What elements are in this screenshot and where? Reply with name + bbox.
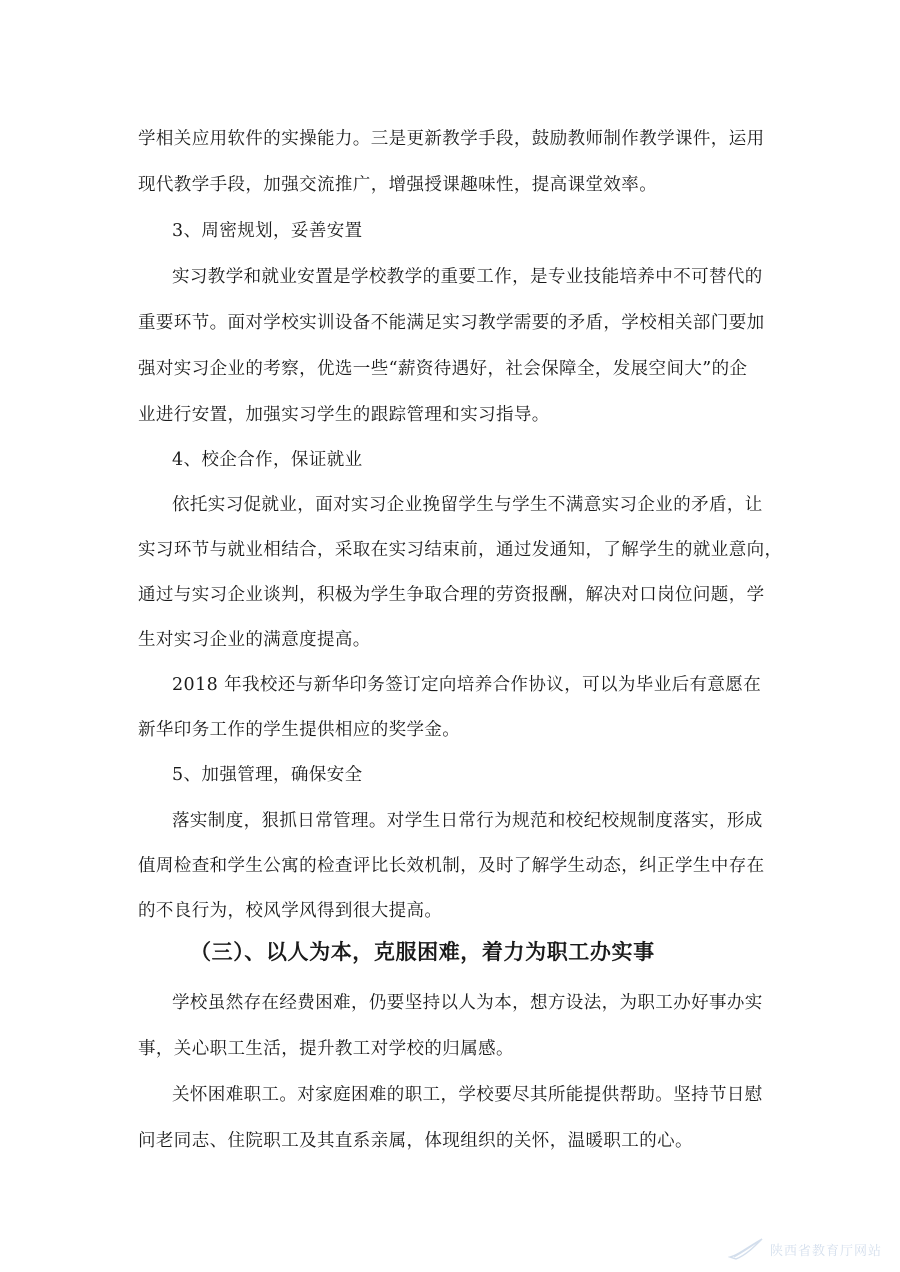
body-text-line: 新华印务工作的学生提供相应的奖学金。 [138,720,461,740]
subheading-5: 5、加强管理，确保安全 [172,765,363,785]
body-text-line: 2018 年我校还与新华印务签订定向培养合作协议，可以为毕业后有意愿在 [172,675,762,695]
body-text-line: 学校虽然存在经费困难，仍要坚持以人为本，想方设法，为职工办好事办实 [172,993,763,1013]
subheading-3: 3、周密规划，妥善安置 [172,221,363,241]
body-text-line: 通过与实习企业谈判，积极为学生争取合理的劳资报酬，解决对口岗位问题，学 [138,585,765,605]
body-text-line: 事，关心职工生活，提升教工对学校的归属感。 [138,1039,514,1059]
body-text-line: 依托实习促就业，面对实习企业挽留学生与学生不满意实习企业的矛盾，让 [172,495,763,515]
body-text-line: 业进行安置，加强实习学生的跟踪管理和实习指导。 [138,405,550,425]
body-text-line: 的不良行为，校风学风得到很大提高。 [138,901,443,921]
body-text-line: 强对实习企业的考察，优选一些“薪资待遇好，社会保障全，发展空间大”的企 [138,359,748,379]
body-text-line: 重要环节。面对学校实训设备不能满足实习教学需要的矛盾，学校相关部门要加 [138,313,765,333]
site-watermark [728,1236,882,1262]
body-text-line: 学相关应用软件的实操能力。三是更新教学手段，鼓励教师制作教学课件，运用 [138,129,765,149]
body-text-line: 关怀困难职工。对家庭困难的职工，学校要尽其所能提供帮助。坚持节日慰 [172,1085,763,1105]
body-text-line: 生对实习企业的满意度提高。 [138,630,371,650]
body-text-line: 落实制度，狠抓日常管理。对学生日常行为规范和校纪校规制度落实，形成 [172,811,763,831]
subheading-4: 4、校企合作，保证就业 [172,450,363,470]
body-text-line: 现代教学手段，加强交流推广，增强授课趣味性，提高课堂效率。 [138,175,658,195]
section-heading: （三）、以人为本，克服困难，着力为职工办实事 [190,940,655,964]
watermark-text: 陕西省教育厅网站 [769,1243,882,1259]
body-text-line: 实习教学和就业安置是学校教学的重要工作，是专业技能培养中不可替代的 [172,267,763,287]
body-text-line: 问老同志、住院职工及其直系亲属，体现组织的关怀，温暖职工的心。 [138,1131,693,1151]
body-text-line: 值周检查和学生公寓的检查评比长效机制，及时了解学生动态，纠正学生中存在 [138,856,765,876]
feather-logo-icon [728,1237,764,1261]
body-text-line: 实习环节与就业相结合，采取在实习结束前，通过发通知，了解学生的就业意向， [138,540,783,560]
